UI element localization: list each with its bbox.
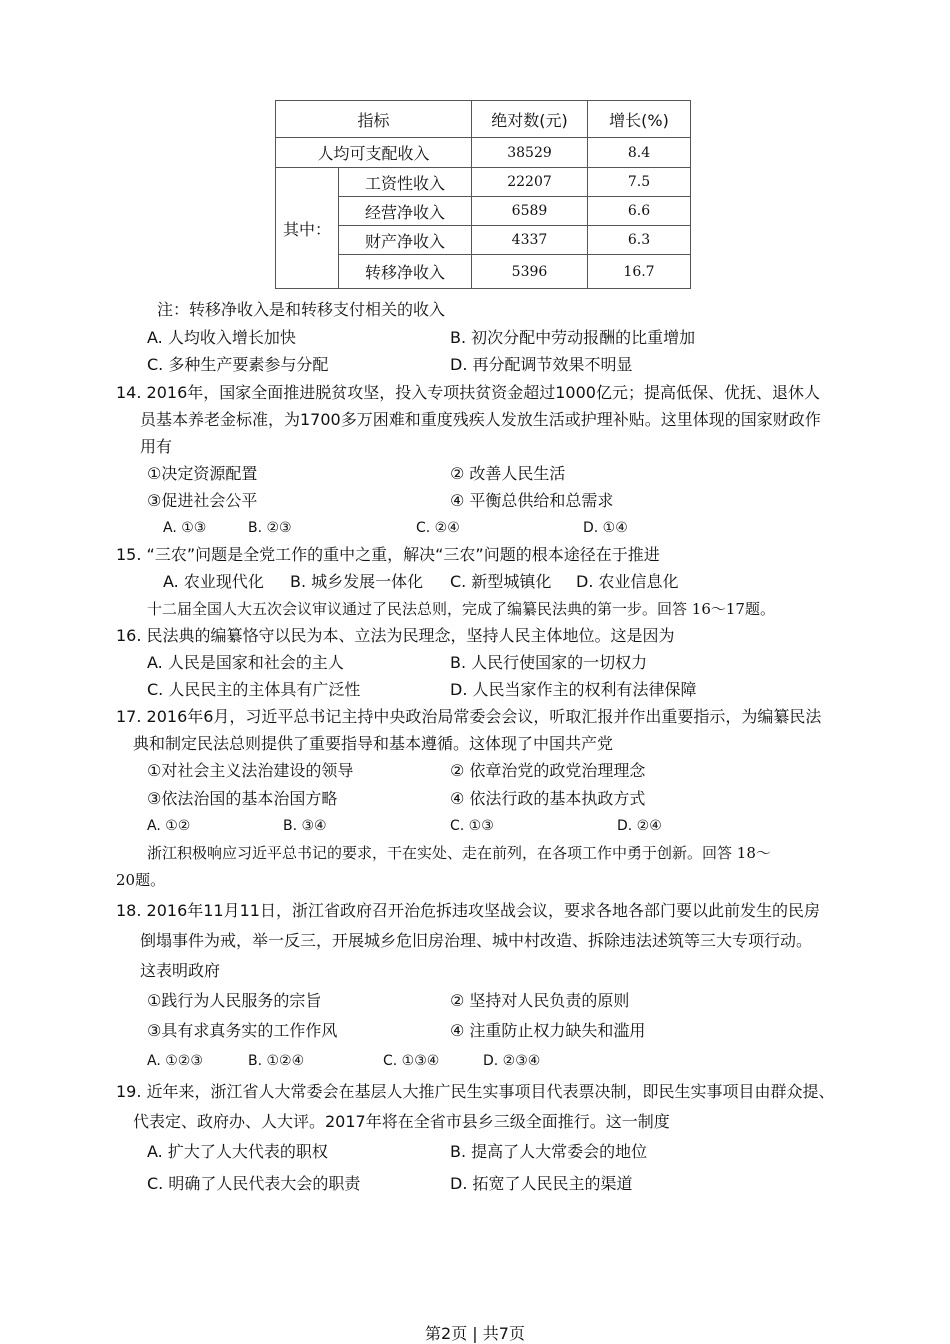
q14-statement-2: ② 改善人民生活: [450, 464, 566, 483]
q17-statement-4: ④ 依法行政的基本执政方式: [450, 789, 646, 808]
q14-statement-1: ①决定资源配置: [147, 464, 258, 483]
q17-stem-line1: 17. 2016年6月，习近平总书记主持中央政治局常委会会议，听取汇报并作出重要指示，为编纂民法: [116, 707, 822, 726]
q18-stem-line2: 倒塌事件为戒，举一反三，开展城乡危旧房治理、城中村改造、拆除违法述筑等三大专项行动。: [140, 931, 813, 950]
q13-option-c: C. 多种生产要素参与分配: [147, 355, 329, 374]
q16-option-b: B. 人民行使国家的一切权力: [450, 653, 648, 672]
page-footer: 第2页 | 共7页: [425, 1324, 525, 1343]
q17-option-c: C. ①③: [450, 818, 494, 834]
q18-option-a: A. ①②③: [147, 1053, 203, 1069]
header-absolute: 绝对数(元): [472, 101, 588, 138]
q19-stem-line1: 19. 近年来，浙江省人大常委会在基层人大推广民生实事项目代表票决制，即民生实事项目由群众提、: [116, 1082, 835, 1101]
q15-option-b: B. 城乡发展一体化: [290, 572, 424, 591]
intro-18-20-line1: 浙江积极响应习近平总书记的要求，干在实处、走在前列，在各项工作中勇于创新。回答 18～: [147, 844, 771, 862]
q13-option-a: A. 人均收入增长加快: [147, 328, 296, 347]
q16-option-d: D. 人民当家作主的权利有法律保障: [450, 680, 697, 699]
q16-stem: 16. 民法典的编纂恪守以民为本、立法为民理念，坚持人民主体地位。这是因为: [116, 626, 675, 645]
q17-option-d: D. ②④: [617, 818, 662, 834]
row-growth: 6.3: [588, 226, 691, 255]
q19-option-a: A. 扩大了人大代表的职权: [147, 1142, 328, 1161]
income-table: [275, 100, 691, 289]
q18-statement-4: ④ 注重防止权力缺失和滥用: [450, 1021, 646, 1040]
q19-option-d: D. 拓宽了人民民主的渠道: [450, 1174, 633, 1193]
q15-stem: 15. “三农”问题是全党工作的重中之重，解决“三农”问题的根本途径在于推进: [116, 545, 660, 564]
table-row: [276, 226, 691, 255]
q19-option-c: C. 明确了人民代表大会的职责: [147, 1174, 361, 1193]
q19-option-b: B. 提高了人大常委会的地位: [450, 1142, 648, 1161]
table-row: [276, 168, 691, 197]
q14-option-b: B. ②③: [248, 520, 292, 536]
q18-stem-line1: 18. 2016年11月11日，浙江省政府召开治危拆违攻坚战会议，要求各地各部门要以此前发生的民房: [116, 901, 820, 920]
group-label: 其中：: [276, 168, 339, 289]
q14-statement-3: ③促进社会公平: [147, 491, 258, 510]
intro-16-17: 十二届全国人大五次会议审议通过了民法总则，完成了编纂民法典的第一步。回答 16～17题。: [147, 600, 775, 618]
table-note: 注：转移净收入是和转移支付相关的收入: [157, 300, 446, 319]
q15-option-a: A. 农业现代化: [163, 572, 264, 591]
row-value: 22207: [472, 168, 588, 197]
row-growth: 7.5: [588, 168, 691, 197]
row-label: 人均可支配收入: [276, 138, 472, 168]
table-row: [276, 197, 691, 226]
row-value: 6589: [472, 197, 588, 226]
q18-statement-2: ② 坚持对人民负责的原则: [450, 991, 630, 1010]
header-indicator: 指标: [276, 101, 472, 138]
q19-stem-line2: 代表定、政府办、人大评。2017年将在全省市县乡三级全面推行。这一制度: [133, 1112, 670, 1131]
row-label: 经营净收入: [339, 197, 472, 226]
q15-option-d: D. 农业信息化: [576, 572, 679, 591]
q18-option-b: B. ①②④: [248, 1053, 305, 1069]
q14-option-a: A. ①③: [163, 520, 207, 536]
header-growth: 增长(%): [588, 101, 691, 138]
row-value: 4337: [472, 226, 588, 255]
q16-option-c: C. 人民民主的主体具有广泛性: [147, 680, 361, 699]
q18-statement-1: ①践行为人民服务的宗旨: [147, 991, 322, 1010]
q14-statement-4: ④ 平衡总供给和总需求: [450, 491, 614, 510]
q17-statement-1: ①对社会主义法治建设的领导: [147, 761, 354, 780]
table-header-row: [276, 101, 691, 138]
q14-option-d: D. ①④: [583, 520, 628, 536]
q17-option-a: A. ①②: [147, 818, 191, 834]
table-row: [276, 255, 691, 289]
q14-stem-line2: 员基本养老金标准，为1700多万困难和重度残疾人发放生活或护理补贴。这里体现的国家财政作: [140, 410, 821, 429]
q16-option-a: A. 人民是国家和社会的主人: [147, 653, 344, 672]
q17-stem-line2: 典和制定民法总则提供了重要指导和基本遵循。这体现了中国共产党: [133, 734, 614, 753]
q17-statement-2: ② 依章治党的政党治理理念: [450, 761, 646, 780]
q13-option-b: B. 初次分配中劳动报酬的比重增加: [450, 328, 696, 347]
q18-option-c: C. ①③④: [383, 1053, 440, 1069]
row-label: 转移净收入: [339, 255, 472, 289]
intro-18-20-line2: 20题。: [116, 871, 166, 889]
row-value: 5396: [472, 255, 588, 289]
row-value: 38529: [472, 138, 588, 168]
q17-statement-3: ③依法治国的基本治国方略: [147, 789, 338, 808]
q13-option-d: D. 再分配调节效果不明显: [450, 355, 633, 374]
row-growth: 6.6: [588, 197, 691, 226]
q15-option-c: C. 新型城镇化: [450, 572, 552, 591]
table-row: [276, 138, 691, 168]
q17-option-b: B. ③④: [283, 818, 327, 834]
q18-statement-3: ③具有求真务实的工作作风: [147, 1021, 338, 1040]
q14-stem-line1: 14. 2016年，国家全面推进脱贫攻坚，投入专项扶贫资金超过1000亿元；提高低保、优抚、退休人: [116, 383, 820, 402]
row-label: 财产净收入: [339, 226, 472, 255]
q18-option-d: D. ②③④: [483, 1053, 541, 1069]
q14-option-c: C. ②④: [416, 520, 460, 536]
row-growth: 8.4: [588, 138, 691, 168]
row-label: 工资性收入: [339, 168, 472, 197]
q14-stem-line3: 用有: [140, 437, 173, 456]
q18-stem-line3: 这表明政府: [140, 961, 221, 980]
row-growth: 16.7: [588, 255, 691, 289]
